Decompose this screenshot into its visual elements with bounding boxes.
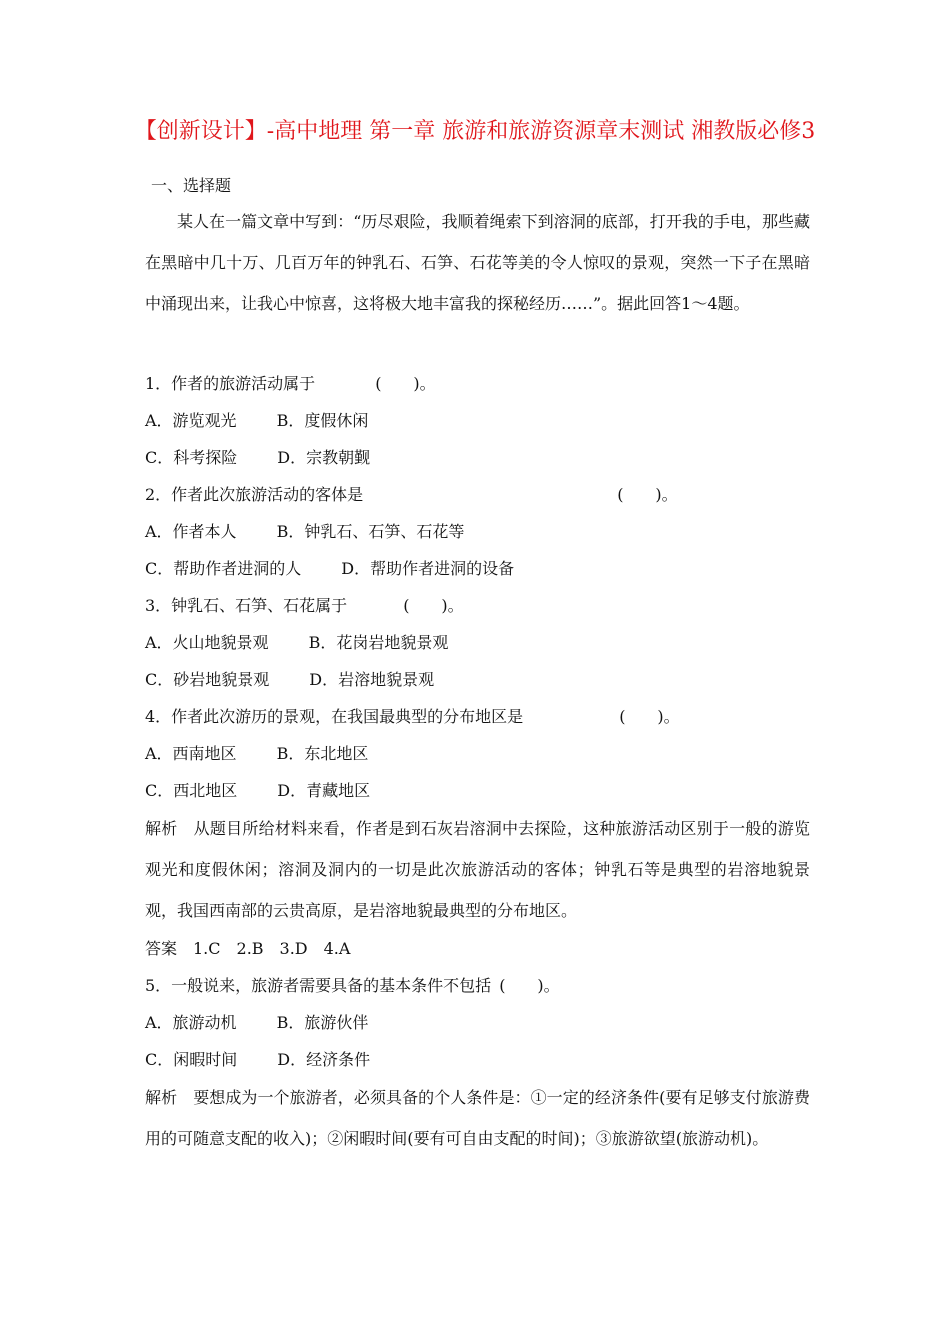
section-heading: 一、选择题 (151, 176, 232, 195)
option-c: C．闲暇时间 (145, 1050, 238, 1069)
question-2 (145, 483, 678, 507)
option-c: C．科考探险 (145, 448, 238, 467)
option-d: D．岩溶地貌景观 (309, 670, 435, 689)
question-1-options-ab (145, 409, 368, 433)
option-b: B．东北地区 (276, 744, 369, 763)
option-a: A．旅游动机 (145, 1013, 237, 1032)
option-b: B．度假休闲 (276, 411, 369, 430)
question-2-options-ab (145, 520, 464, 544)
question-3-options-ab (145, 631, 448, 655)
question-5-options-ab (145, 1011, 368, 1035)
option-a: A．火山地貌景观 (145, 633, 269, 652)
question-1 (145, 372, 436, 396)
option-a: A．西南地区 (145, 744, 237, 763)
option-a: A．游览观光 (145, 411, 237, 430)
question-3-options-cd (145, 668, 434, 692)
analysis-2: 解析 要想成为一个旅游者，必须具备的个人条件是：①一定的经济条件(要有足够支付旅游费用的可随意支配的收入)；②闲暇时间(要有可自由支配的时间)；③旅游欲望(旅游动机)。 (145, 1088, 810, 1148)
option-c: C．帮助作者进洞的人 (145, 559, 302, 578)
question-2-blank: ( )。 (617, 485, 678, 504)
question-3 (145, 594, 464, 618)
option-d: D．宗教朝觐 (277, 448, 371, 467)
question-5-options-cd (145, 1048, 370, 1072)
analysis-1: 解析 从题目所给材料来看，作者是到石灰岩溶洞中去探险，这种旅游活动区别于一般的游览观光和度假休闲；溶洞及洞内的一切是此次旅游活动的客体；钟乳石等是典型的岩溶地貌景观，我国西南部的云贵高原，是岩溶地貌最典型的分布地区。 (145, 819, 810, 920)
question-2-stem: 2．作者此次旅游活动的客体是 (145, 485, 364, 504)
option-a: A．作者本人 (145, 522, 237, 541)
intro-paragraph: 某人在一篇文章中写到：“历尽艰险，我顺着绳索下到溶洞的底部，打开我的手电，那些藏在黑暗中几十万、几百万年的钟乳石、石笋、石花等美的令人惊叹的景观，突然一下子在黑暗中涌现出来，让我心中惊喜，这将极大地丰富我的探秘经历……”。据此回答1～4题。 (145, 212, 810, 313)
answer-key: 答案 1.C 2.B 3.D 4.A (145, 939, 351, 958)
question-4 (145, 705, 680, 729)
question-3-blank: ( )。 (403, 596, 464, 615)
option-d: D．帮助作者进洞的设备 (341, 559, 515, 578)
question-4-stem: 4．作者此次游历的景观，在我国最典型的分布地区是 (145, 707, 524, 726)
question-4-options-cd (145, 779, 370, 803)
question-5-stem: 5．一般说来，旅游者需要具备的基本条件不包括 (145, 976, 492, 995)
question-5 (145, 974, 560, 998)
option-b: B．花岗岩地貌景观 (308, 633, 449, 652)
question-2-options-cd (145, 557, 514, 581)
option-b: B．钟乳石、石笋、石花等 (276, 522, 465, 541)
question-3-stem: 3．钟乳石、石笋、石花属于 (145, 596, 348, 615)
option-b: B．旅游伙伴 (276, 1013, 369, 1032)
question-1-blank: ( )。 (375, 374, 436, 393)
question-4-blank: ( )。 (619, 707, 680, 726)
document-title: 【创新设计】-高中地理 第一章 旅游和旅游资源章末测试 湘教版必修3 (134, 119, 816, 144)
option-d: D．经济条件 (277, 1050, 371, 1069)
option-c: C．砂岩地貌景观 (145, 670, 270, 689)
question-1-options-cd (145, 446, 370, 470)
option-c: C．西北地区 (145, 781, 238, 800)
question-5-blank: ( )。 (499, 976, 560, 995)
question-1-stem: 1．作者的旅游活动属于 (145, 374, 316, 393)
option-d: D．青藏地区 (277, 781, 371, 800)
question-4-options-ab (145, 742, 368, 766)
